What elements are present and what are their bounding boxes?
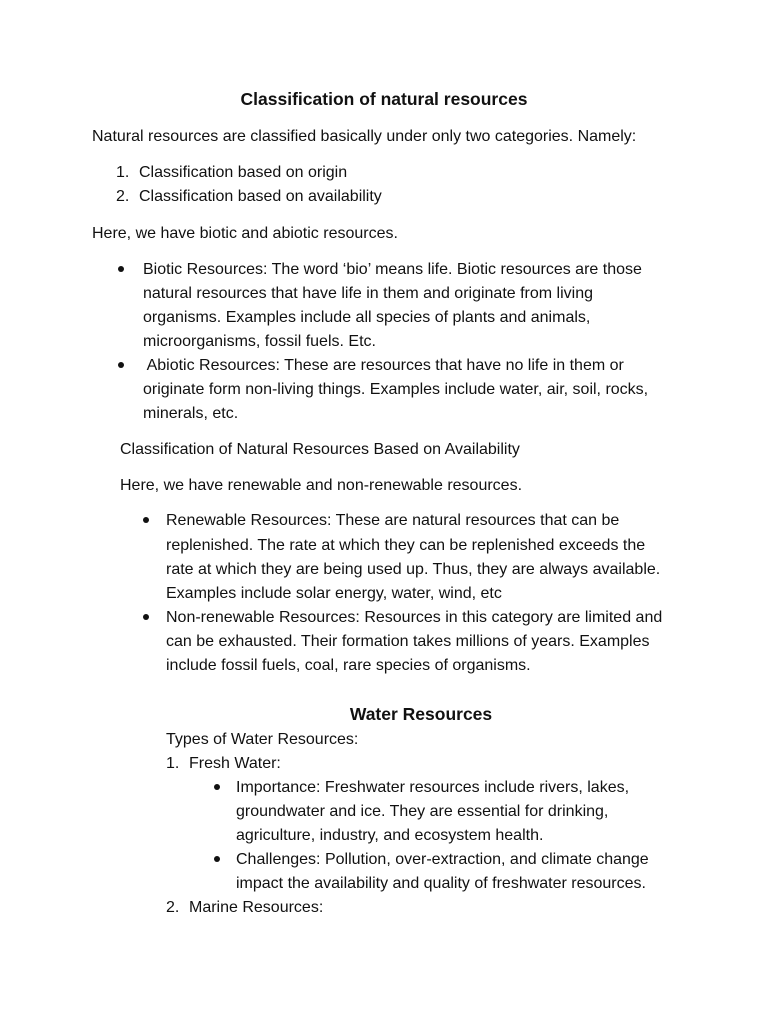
bullet-line: rate at which they are being used up. Thus, they are always available. <box>166 561 661 578</box>
bullet-line: natural resources that have life in them and originate from living <box>143 285 594 302</box>
origin-intro-paragraph: Here, we have biotic and abiotic resources. <box>92 225 398 242</box>
bullet-icon <box>143 517 149 523</box>
bullet-line: microorganisms, fossil fuels. Etc. <box>143 333 376 350</box>
intro-paragraph: Natural resources are classified basically under only two categories. Namely: <box>92 128 637 145</box>
bullet-line: minerals, etc. <box>143 405 239 422</box>
bullet-icon <box>214 856 220 862</box>
availability-heading: Classification of Natural Resources Based on Availability <box>120 441 520 458</box>
bullet-line: organisms. Examples include all species of plants and animals, <box>143 309 591 326</box>
water-resources-title: Water Resources <box>349 704 493 724</box>
bullet-icon <box>214 784 220 790</box>
list-item: Fresh Water: <box>189 755 281 772</box>
bullet-line: impact the availability and quality of freshwater resources. <box>236 875 646 892</box>
bullet-line: include fossil fuels, coal, rare species of organisms. <box>166 657 531 674</box>
availability-intro-paragraph: Here, we have renewable and non-renewable resources. <box>120 477 523 494</box>
bullet-icon <box>118 266 124 272</box>
bullet-line: Non-renewable Resources: Resources in this category are limited and <box>166 609 663 626</box>
bullet-icon <box>143 614 149 620</box>
bullet-line: Examples include solar energy, water, wind, etc <box>166 585 502 602</box>
bullet-line: can be exhausted. Their formation takes millions of years. Examples <box>166 633 650 650</box>
bullet-line: groundwater and ice. They are essential for drinking, <box>236 803 609 820</box>
bullet-line: Biotic Resources: The word ‘bio’ means life. Biotic resources are those <box>143 261 642 278</box>
list-item: Marine Resources: <box>189 899 324 916</box>
bullet-line: Renewable Resources: These are natural resources that can be <box>166 512 620 529</box>
list-number: 2. <box>116 188 130 205</box>
water-types-label: Types of Water Resources: <box>166 731 359 748</box>
bullet-line: originate form non-living things. Examples include water, air, soil, rocks, <box>143 381 649 398</box>
document-title: Classification of natural resources <box>240 89 528 109</box>
list-number: 2. <box>166 899 180 916</box>
list-item: Classification based on availability <box>139 188 382 205</box>
bullet-icon <box>118 362 124 368</box>
bullet-line: Abiotic Resources: These are resources that have no life in them or <box>143 357 624 374</box>
list-number: 1. <box>116 164 130 181</box>
bullet-line: Importance: Freshwater resources include rivers, lakes, <box>236 779 630 796</box>
list-item: Classification based on origin <box>139 164 348 181</box>
list-number: 1. <box>166 755 180 772</box>
bullet-line: agriculture, industry, and ecosystem health. <box>236 827 544 844</box>
bullet-line: Challenges: Pollution, over-extraction, and climate change <box>236 851 649 868</box>
bullet-line: replenished. The rate at which they can be replenished exceeds the <box>166 537 646 554</box>
